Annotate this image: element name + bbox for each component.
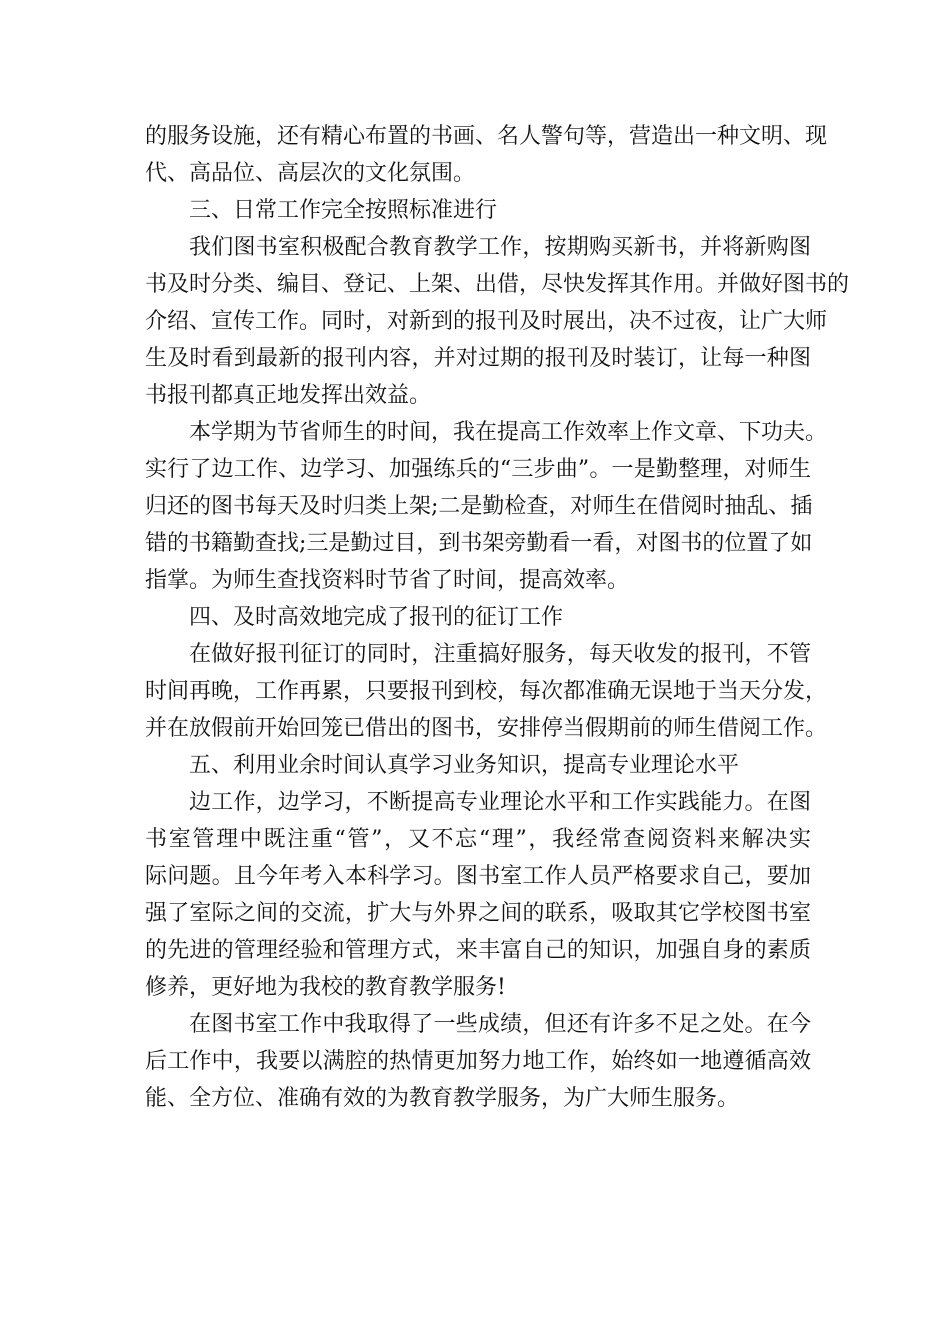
text-line: 强了室际之间的交流，扩大与外界之间的联系，吸取其它学校图书室 xyxy=(145,901,811,926)
text-line: 并在放假前开始回笼已借出的图书，安排停当假期前的师生借阅工作。 xyxy=(145,716,828,741)
text-line: 五、利用业余时间认真学习业务知识，提高专业理论水平 xyxy=(189,753,740,778)
text-line: 在做好报刊征订的同时，注重搞好服务，每天收发的报刊，不管 xyxy=(189,642,811,667)
text-line: 书及时分类、编目、登记、上架、出借，尽快发挥其作用。并做好图书的 xyxy=(145,272,850,297)
text-line: 四、及时高效地完成了报刊的征订工作 xyxy=(189,605,564,630)
text-line: 实行了边工作、边学习、加强练兵的“三步曲”。一是勤整理，对师生 xyxy=(145,457,811,482)
text-line: 的服务设施，还有精心布置的书画、名人警句等，营造出一种文明、现 xyxy=(145,124,828,149)
text-line: 的先进的管理经验和管理方式，来丰富自己的知识，加强自身的素质 xyxy=(145,938,811,963)
text-line: 时间再晚，工作再累，只要报刊到校，每次都准确无误地于当天分发， xyxy=(145,679,828,704)
text-line: 本学期为节省师生的时间，我在提高工作效率上作文章、下功夫。 xyxy=(189,420,828,445)
text-line: 生及时看到最新的报刊内容，并对过期的报刊及时装订，让每一种图 xyxy=(145,346,811,371)
text-line: 错的书籍勤查找;三是勤过目，到书架旁勤看一看，对图书的位置了如 xyxy=(145,531,813,556)
text-line: 后工作中，我要以满腔的热情更加努力地工作，始终如一地遵循高效 xyxy=(145,1049,811,1074)
text-line: 边工作，边学习，不断提高专业理论水平和工作实践能力。在图 xyxy=(189,790,811,815)
text-line: 际问题。且今年考入本科学习。图书室工作人员严格要求自己，要加 xyxy=(145,864,811,889)
text-line: 指掌。为师生查找资料时节省了时间，提高效率。 xyxy=(145,568,630,593)
text-line: 书报刊都真正地发挥出效益。 xyxy=(145,383,432,408)
text-line: 能、全方位、准确有效的为教育教学服务，为广大师生服务。 xyxy=(145,1086,740,1111)
text-line: 我们图书室积极配合教育教学工作，按期购买新书，并将新购图 xyxy=(189,235,811,260)
text-line: 书室管理中既注重“管”，又不忘“理”，我经常查阅资料来解决实 xyxy=(145,827,811,852)
text-line: 在图书室工作中我取得了一些成绩，但还有许多不足之处。在今 xyxy=(189,1012,811,1037)
text-line: 代、高品位、高层次的文化氛围。 xyxy=(145,161,476,186)
text-line: 归还的图书每天及时归类上架;二是勤检查，对师生在借阅时抽乱、插 xyxy=(145,494,813,519)
document-body xyxy=(145,118,850,1117)
text-line: 修养，更好地为我校的教育教学服务! xyxy=(145,975,506,1000)
text-line: 介绍、宣传工作。同时，对新到的报刊及时展出，决不过夜，让广大师 xyxy=(145,309,828,334)
text-line: 三、日常工作完全按照标准进行 xyxy=(189,198,498,223)
